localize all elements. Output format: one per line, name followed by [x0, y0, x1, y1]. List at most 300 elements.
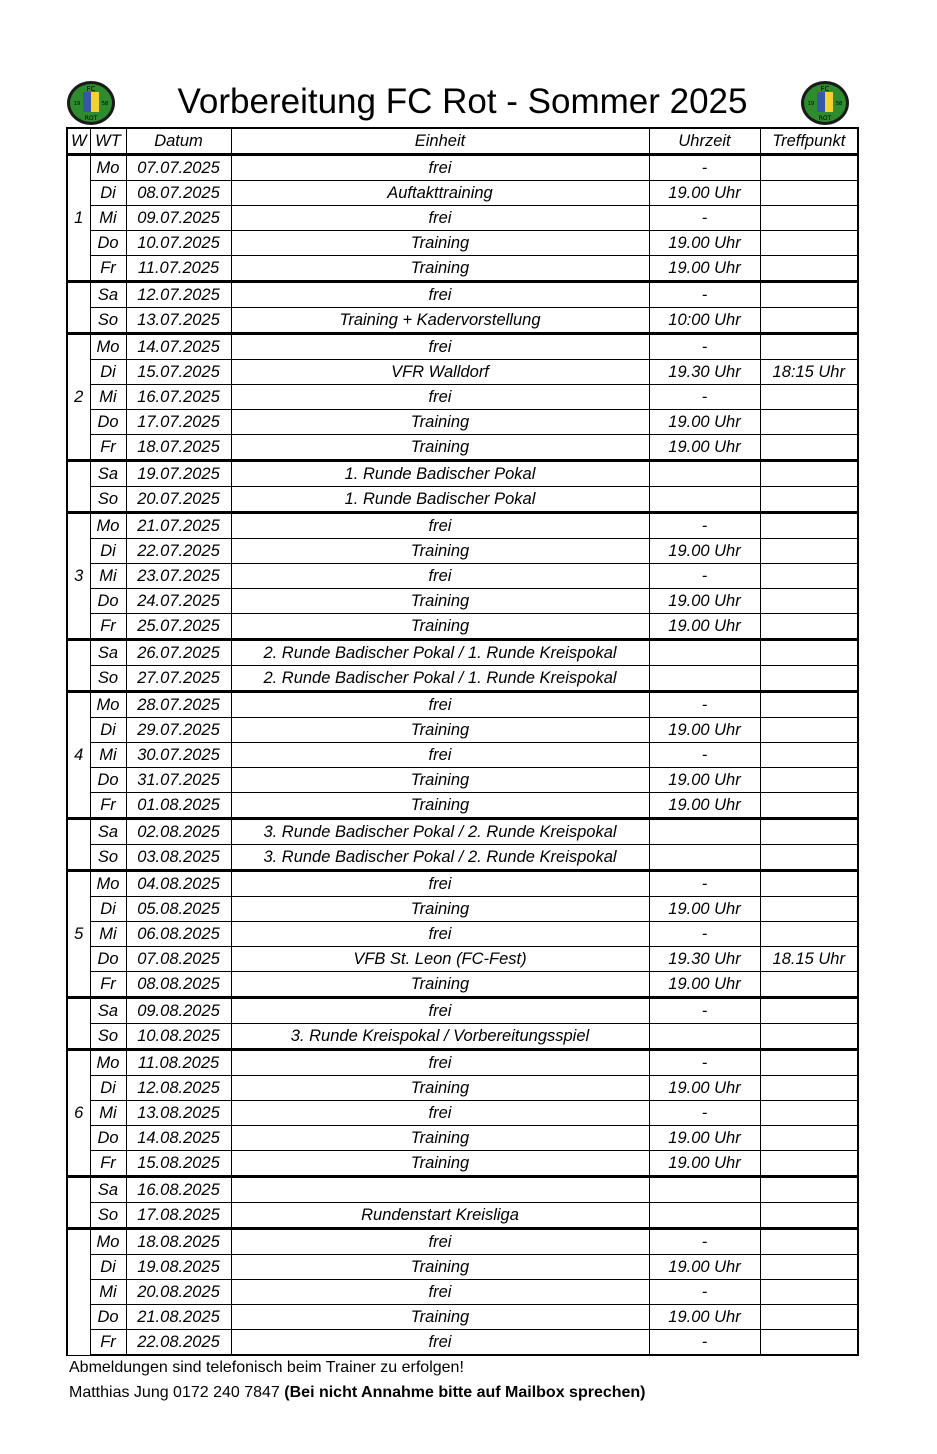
- meeting-point-cell: [760, 435, 858, 461]
- meeting-point-cell: [760, 1076, 858, 1101]
- meeting-point-cell: [760, 564, 858, 589]
- table-row: [67, 461, 858, 487]
- weekday-cell: Sa: [90, 461, 126, 487]
- table-row: [67, 897, 858, 922]
- time-cell: 19.00 Uhr: [649, 1076, 760, 1101]
- time-cell: 19.00 Uhr: [649, 539, 760, 564]
- table-row: [67, 206, 858, 231]
- unit-cell: [231, 1177, 649, 1203]
- table-row: [67, 1177, 858, 1203]
- footer-contact-line: [69, 1380, 646, 1405]
- weekday-cell: So: [90, 666, 126, 692]
- table-row: [67, 1151, 858, 1177]
- time-cell: -: [649, 692, 760, 718]
- table-row: [67, 718, 858, 743]
- table-row: [67, 155, 858, 181]
- weekday-cell: Mo: [90, 155, 126, 181]
- table-row: [67, 435, 858, 461]
- date-cell: 22.08.2025: [126, 1330, 231, 1356]
- header-weekday: WT: [90, 128, 126, 155]
- date-cell: 09.07.2025: [126, 206, 231, 231]
- weekday-cell: Mi: [90, 1101, 126, 1126]
- weekday-cell: Mi: [90, 922, 126, 947]
- date-cell: 10.07.2025: [126, 231, 231, 256]
- time-cell: [649, 1024, 760, 1050]
- meeting-point-cell: [760, 998, 858, 1024]
- week-cell: [67, 282, 90, 334]
- unit-cell: frei: [231, 1280, 649, 1305]
- weekday-cell: Mo: [90, 1229, 126, 1255]
- table-row: [67, 385, 858, 410]
- unit-cell: Training: [231, 614, 649, 640]
- date-cell: 03.08.2025: [126, 845, 231, 871]
- date-cell: 10.08.2025: [126, 1024, 231, 1050]
- date-cell: 07.08.2025: [126, 947, 231, 972]
- week-cell: 6: [67, 1050, 90, 1177]
- meeting-point-cell: [760, 155, 858, 181]
- week-cell: [67, 1229, 90, 1356]
- week-cell: 3: [67, 513, 90, 640]
- week-cell: 2: [67, 334, 90, 461]
- page-title: Vorbereitung FC Rot - Sommer 2025: [177, 82, 748, 121]
- meeting-point-cell: [760, 1024, 858, 1050]
- table-row: [67, 1255, 858, 1280]
- time-cell: -: [649, 1229, 760, 1255]
- schedule-table: [66, 127, 859, 1356]
- time-cell: -: [649, 871, 760, 897]
- meeting-point-cell: [760, 972, 858, 998]
- meeting-point-cell: [760, 1177, 858, 1203]
- date-cell: 13.08.2025: [126, 1101, 231, 1126]
- unit-cell: Training: [231, 410, 649, 435]
- table-row: [67, 1203, 858, 1229]
- meeting-point-cell: [760, 461, 858, 487]
- unit-cell: VFB St. Leon (FC-Fest): [231, 947, 649, 972]
- unit-cell: Training: [231, 435, 649, 461]
- svg-text:58: 58: [101, 101, 109, 107]
- table-row: [67, 998, 858, 1024]
- week-cell: [67, 998, 90, 1050]
- time-cell: 19.30 Uhr: [649, 360, 760, 385]
- meeting-point-cell: [760, 1229, 858, 1255]
- date-cell: 28.07.2025: [126, 692, 231, 718]
- table-row: [67, 1305, 858, 1330]
- date-cell: 13.07.2025: [126, 308, 231, 334]
- date-cell: 05.08.2025: [126, 897, 231, 922]
- unit-cell: frei: [231, 1229, 649, 1255]
- unit-cell: frei: [231, 1050, 649, 1076]
- unit-cell: Training: [231, 1305, 649, 1330]
- unit-cell: 3. Runde Kreispokal / Vorbereitungsspiel: [231, 1024, 649, 1050]
- meeting-point-cell: [760, 410, 858, 435]
- weekday-cell: Sa: [90, 998, 126, 1024]
- weekday-cell: Mi: [90, 1280, 126, 1305]
- date-cell: 15.07.2025: [126, 360, 231, 385]
- unit-cell: 3. Runde Badischer Pokal / 2. Runde Kreispokal: [231, 819, 649, 845]
- time-cell: 19.00 Uhr: [649, 718, 760, 743]
- unit-cell: 1. Runde Badischer Pokal: [231, 487, 649, 513]
- week-cell: [67, 640, 90, 692]
- meeting-point-cell: [760, 768, 858, 793]
- table-row: [67, 640, 858, 666]
- weekday-cell: Mi: [90, 743, 126, 768]
- table-row: [67, 1126, 858, 1151]
- table-row: [67, 1280, 858, 1305]
- meeting-point-cell: [760, 819, 858, 845]
- weekday-cell: Do: [90, 589, 126, 614]
- date-cell: 19.08.2025: [126, 1255, 231, 1280]
- weekday-cell: Mi: [90, 206, 126, 231]
- date-cell: 08.07.2025: [126, 181, 231, 206]
- table-row: [67, 513, 858, 539]
- unit-cell: frei: [231, 282, 649, 308]
- date-cell: 04.08.2025: [126, 871, 231, 897]
- unit-cell: Training: [231, 231, 649, 256]
- weekday-cell: Di: [90, 718, 126, 743]
- date-cell: 16.07.2025: [126, 385, 231, 410]
- table-row: [67, 768, 858, 793]
- meeting-point-cell: [760, 256, 858, 282]
- table-row: [67, 972, 858, 998]
- unit-cell: frei: [231, 871, 649, 897]
- time-cell: [649, 819, 760, 845]
- weekday-cell: Mo: [90, 1050, 126, 1076]
- date-cell: 16.08.2025: [126, 1177, 231, 1203]
- meeting-point-cell: [760, 718, 858, 743]
- date-cell: 11.08.2025: [126, 1050, 231, 1076]
- meeting-point-cell: [760, 487, 858, 513]
- date-cell: 17.08.2025: [126, 1203, 231, 1229]
- svg-text:ROT: ROT: [818, 115, 832, 122]
- weekday-cell: Mo: [90, 871, 126, 897]
- meeting-point-cell: [760, 539, 858, 564]
- club-logo-icon: [66, 80, 116, 126]
- weekday-cell: Di: [90, 1076, 126, 1101]
- time-cell: -: [649, 334, 760, 360]
- unit-cell: Training: [231, 539, 649, 564]
- unit-cell: Training: [231, 718, 649, 743]
- date-cell: 18.08.2025: [126, 1229, 231, 1255]
- date-cell: 20.07.2025: [126, 487, 231, 513]
- header-date: Datum: [126, 128, 231, 155]
- weekday-cell: Di: [90, 181, 126, 206]
- week-cell: 1: [67, 155, 90, 282]
- weekday-cell: Di: [90, 897, 126, 922]
- table-row: [67, 922, 858, 947]
- date-cell: 22.07.2025: [126, 539, 231, 564]
- table-row: [67, 819, 858, 845]
- time-cell: 19.00 Uhr: [649, 435, 760, 461]
- weekday-cell: Fr: [90, 256, 126, 282]
- unit-cell: frei: [231, 513, 649, 539]
- unit-cell: frei: [231, 155, 649, 181]
- meeting-point-cell: [760, 1101, 858, 1126]
- weekday-cell: Sa: [90, 1177, 126, 1203]
- unit-cell: frei: [231, 998, 649, 1024]
- time-cell: -: [649, 1101, 760, 1126]
- meeting-point-cell: [760, 614, 858, 640]
- meeting-point-cell: [760, 513, 858, 539]
- time-cell: -: [649, 155, 760, 181]
- weekday-cell: So: [90, 1203, 126, 1229]
- meeting-point-cell: [760, 871, 858, 897]
- table-row: [67, 793, 858, 819]
- schedule-body: [67, 155, 858, 1356]
- time-cell: 19.00 Uhr: [649, 897, 760, 922]
- table-row: [67, 1101, 858, 1126]
- unit-cell: 2. Runde Badischer Pokal / 1. Runde Kreispokal: [231, 640, 649, 666]
- weekday-cell: Mo: [90, 334, 126, 360]
- weekday-cell: Fr: [90, 972, 126, 998]
- time-cell: [649, 461, 760, 487]
- meeting-point-cell: [760, 282, 858, 308]
- unit-cell: frei: [231, 564, 649, 589]
- table-row: [67, 589, 858, 614]
- table-row: [67, 1024, 858, 1050]
- date-cell: 20.08.2025: [126, 1280, 231, 1305]
- meeting-point-cell: [760, 1330, 858, 1356]
- footer: [69, 1355, 646, 1405]
- unit-cell: Training: [231, 256, 649, 282]
- footer-note: (Bei nicht Annahme bitte auf Mailbox sprechen): [284, 1384, 646, 1401]
- weekday-cell: Fr: [90, 614, 126, 640]
- date-cell: 14.07.2025: [126, 334, 231, 360]
- header-unit: Einheit: [231, 128, 649, 155]
- week-cell: [67, 819, 90, 871]
- header-week: W: [67, 128, 90, 155]
- time-cell: 19.00 Uhr: [649, 793, 760, 819]
- meeting-point-cell: [760, 743, 858, 768]
- time-cell: [649, 1177, 760, 1203]
- time-cell: -: [649, 564, 760, 589]
- table-row: [67, 282, 858, 308]
- date-cell: 26.07.2025: [126, 640, 231, 666]
- time-cell: -: [649, 206, 760, 231]
- weekday-cell: Mo: [90, 692, 126, 718]
- unit-cell: frei: [231, 743, 649, 768]
- meeting-point-cell: [760, 334, 858, 360]
- time-cell: [649, 487, 760, 513]
- unit-cell: Training: [231, 768, 649, 793]
- date-cell: 06.08.2025: [126, 922, 231, 947]
- date-cell: 12.07.2025: [126, 282, 231, 308]
- date-cell: 23.07.2025: [126, 564, 231, 589]
- meeting-point-cell: [760, 385, 858, 410]
- week-cell: [67, 461, 90, 513]
- weekday-cell: So: [90, 487, 126, 513]
- meeting-point-cell: [760, 308, 858, 334]
- weekday-cell: Do: [90, 410, 126, 435]
- time-cell: 19.00 Uhr: [649, 1151, 760, 1177]
- weekday-cell: Fr: [90, 1330, 126, 1356]
- date-cell: 29.07.2025: [126, 718, 231, 743]
- time-cell: 19.00 Uhr: [649, 1255, 760, 1280]
- meeting-point-cell: [760, 922, 858, 947]
- weekday-cell: Mo: [90, 513, 126, 539]
- table-row: [67, 1050, 858, 1076]
- weekday-cell: So: [90, 1024, 126, 1050]
- table-row: [67, 666, 858, 692]
- meeting-point-cell: [760, 589, 858, 614]
- date-cell: 11.07.2025: [126, 256, 231, 282]
- unit-cell: frei: [231, 206, 649, 231]
- meeting-point-cell: [760, 1305, 858, 1330]
- date-cell: 02.08.2025: [126, 819, 231, 845]
- meeting-point-cell: [760, 1151, 858, 1177]
- unit-cell: Training: [231, 1151, 649, 1177]
- time-cell: 19.00 Uhr: [649, 256, 760, 282]
- weekday-cell: So: [90, 308, 126, 334]
- weekday-cell: Di: [90, 1255, 126, 1280]
- meeting-point-cell: [760, 1280, 858, 1305]
- time-cell: 19.00 Uhr: [649, 1126, 760, 1151]
- svg-text:19: 19: [807, 101, 815, 107]
- unit-cell: 1. Runde Badischer Pokal: [231, 461, 649, 487]
- date-cell: 19.07.2025: [126, 461, 231, 487]
- unit-cell: Training: [231, 589, 649, 614]
- meeting-point-cell: [760, 666, 858, 692]
- time-cell: 19.00 Uhr: [649, 614, 760, 640]
- weekday-cell: Mi: [90, 385, 126, 410]
- table-row: [67, 1229, 858, 1255]
- date-cell: 01.08.2025: [126, 793, 231, 819]
- date-cell: 08.08.2025: [126, 972, 231, 998]
- unit-cell: Training + Kadervorstellung: [231, 308, 649, 334]
- date-cell: 17.07.2025: [126, 410, 231, 435]
- time-cell: -: [649, 1050, 760, 1076]
- time-cell: -: [649, 1280, 760, 1305]
- table-header-row: [67, 128, 858, 155]
- time-cell: -: [649, 743, 760, 768]
- date-cell: 18.07.2025: [126, 435, 231, 461]
- week-cell: 4: [67, 692, 90, 819]
- weekday-cell: Mi: [90, 564, 126, 589]
- meeting-point-cell: [760, 1050, 858, 1076]
- svg-text:FC: FC: [86, 85, 96, 93]
- time-cell: -: [649, 282, 760, 308]
- meeting-point-cell: 18:15 Uhr: [760, 360, 858, 385]
- table-row: [67, 692, 858, 718]
- table-row: [67, 231, 858, 256]
- unit-cell: frei: [231, 334, 649, 360]
- unit-cell: Training: [231, 972, 649, 998]
- date-cell: 21.08.2025: [126, 1305, 231, 1330]
- week-cell: [67, 1177, 90, 1229]
- unit-cell: frei: [231, 1101, 649, 1126]
- svg-text:ROT: ROT: [84, 115, 98, 122]
- time-cell: 19.00 Uhr: [649, 231, 760, 256]
- meeting-point-cell: [760, 231, 858, 256]
- time-cell: 19.30 Uhr: [649, 947, 760, 972]
- table-row: [67, 743, 858, 768]
- time-cell: -: [649, 513, 760, 539]
- weekday-cell: Do: [90, 231, 126, 256]
- table-row: [67, 1076, 858, 1101]
- time-cell: 19.00 Uhr: [649, 589, 760, 614]
- date-cell: 24.07.2025: [126, 589, 231, 614]
- table-row: [67, 947, 858, 972]
- footer-contact: Matthias Jung 0172 240 7847: [69, 1384, 280, 1401]
- unit-cell: Training: [231, 1255, 649, 1280]
- weekday-cell: Do: [90, 1126, 126, 1151]
- meeting-point-cell: [760, 793, 858, 819]
- meeting-point-cell: [760, 897, 858, 922]
- svg-text:FC: FC: [820, 85, 830, 93]
- unit-cell: Auftakttraining: [231, 181, 649, 206]
- table-row: [67, 845, 858, 871]
- weekday-cell: Fr: [90, 1151, 126, 1177]
- weekday-cell: Do: [90, 947, 126, 972]
- time-cell: [649, 640, 760, 666]
- unit-cell: frei: [231, 385, 649, 410]
- weekday-cell: Do: [90, 1305, 126, 1330]
- svg-text:19: 19: [73, 101, 81, 107]
- footer-notice: Abmeldungen sind telefonisch beim Trainer zu erfolgen!: [69, 1359, 464, 1376]
- meeting-point-cell: [760, 1126, 858, 1151]
- time-cell: -: [649, 1330, 760, 1356]
- weekday-cell: Di: [90, 539, 126, 564]
- meeting-point-cell: [760, 692, 858, 718]
- meeting-point-cell: [760, 1203, 858, 1229]
- time-cell: [649, 666, 760, 692]
- weekday-cell: Di: [90, 360, 126, 385]
- unit-cell: 2. Runde Badischer Pokal / 1. Runde Kreispokal: [231, 666, 649, 692]
- svg-text:58: 58: [835, 101, 843, 107]
- table-row: [67, 256, 858, 282]
- table-row: [67, 614, 858, 640]
- time-cell: [649, 845, 760, 871]
- header-meeting-point: Treffpunkt: [760, 128, 858, 155]
- time-cell: 19.00 Uhr: [649, 768, 760, 793]
- weekday-cell: Sa: [90, 640, 126, 666]
- club-logo-icon: [800, 80, 850, 126]
- table-row: [67, 360, 858, 385]
- weekday-cell: Sa: [90, 282, 126, 308]
- date-cell: 14.08.2025: [126, 1126, 231, 1151]
- weekday-cell: Do: [90, 768, 126, 793]
- date-cell: 27.07.2025: [126, 666, 231, 692]
- time-cell: [649, 1203, 760, 1229]
- time-cell: 10:00 Uhr: [649, 308, 760, 334]
- date-cell: 21.07.2025: [126, 513, 231, 539]
- unit-cell: Training: [231, 897, 649, 922]
- table-row: [67, 487, 858, 513]
- date-cell: 07.07.2025: [126, 155, 231, 181]
- time-cell: 19.00 Uhr: [649, 972, 760, 998]
- date-cell: 30.07.2025: [126, 743, 231, 768]
- table-row: [67, 410, 858, 435]
- weekday-cell: Fr: [90, 435, 126, 461]
- unit-cell: frei: [231, 922, 649, 947]
- table-row: [67, 334, 858, 360]
- unit-cell: 3. Runde Badischer Pokal / 2. Runde Kreispokal: [231, 845, 649, 871]
- meeting-point-cell: [760, 845, 858, 871]
- meeting-point-cell: [760, 640, 858, 666]
- week-cell: 5: [67, 871, 90, 998]
- date-cell: 25.07.2025: [126, 614, 231, 640]
- time-cell: 19.00 Uhr: [649, 1305, 760, 1330]
- table-row: [67, 308, 858, 334]
- unit-cell: frei: [231, 1330, 649, 1356]
- meeting-point-cell: 18.15 Uhr: [760, 947, 858, 972]
- header-time: Uhrzeit: [649, 128, 760, 155]
- table-row: [67, 181, 858, 206]
- time-cell: 19.00 Uhr: [649, 181, 760, 206]
- date-cell: 15.08.2025: [126, 1151, 231, 1177]
- weekday-cell: Sa: [90, 819, 126, 845]
- weekday-cell: So: [90, 845, 126, 871]
- table-row: [67, 564, 858, 589]
